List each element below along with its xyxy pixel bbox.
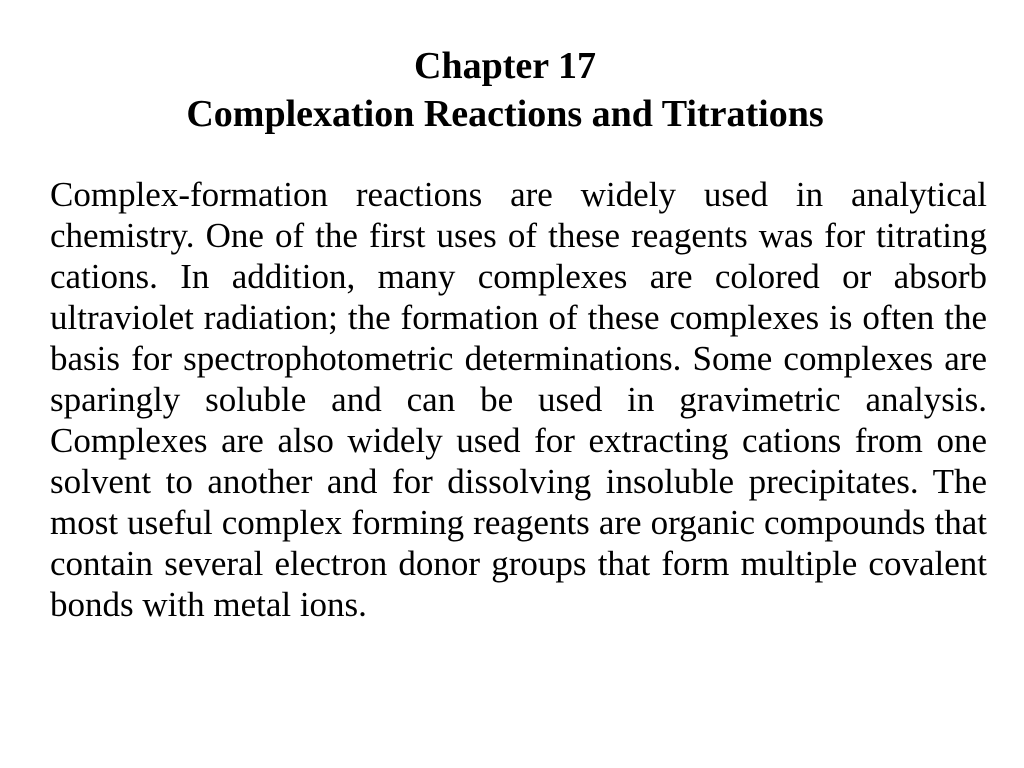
- slide-title: [0, 42, 1010, 138]
- chapter-title: Complexation Reactions and Titrations: [186, 93, 824, 135]
- body-paragraph: Complex-formation reactions are widely used in analytical chemistry. One of the first uses of these reagents was for titrating cations. In addition, many complexes are colored or absorb ultraviolet radiation; the formation of these complexes is often the basis for spectrophotometric determinations. Some complexes are sparingly soluble and can be used in gravimetric analysis. Complexes are also widely used for extracting cations from one solvent to another and for dissolving insoluble precipitates. The most useful complex forming reagents are organic compounds that contain several electron donor groups that form multiple covalent bonds with metal ions.: [50, 175, 987, 624]
- chapter-heading: Chapter 17: [414, 45, 596, 87]
